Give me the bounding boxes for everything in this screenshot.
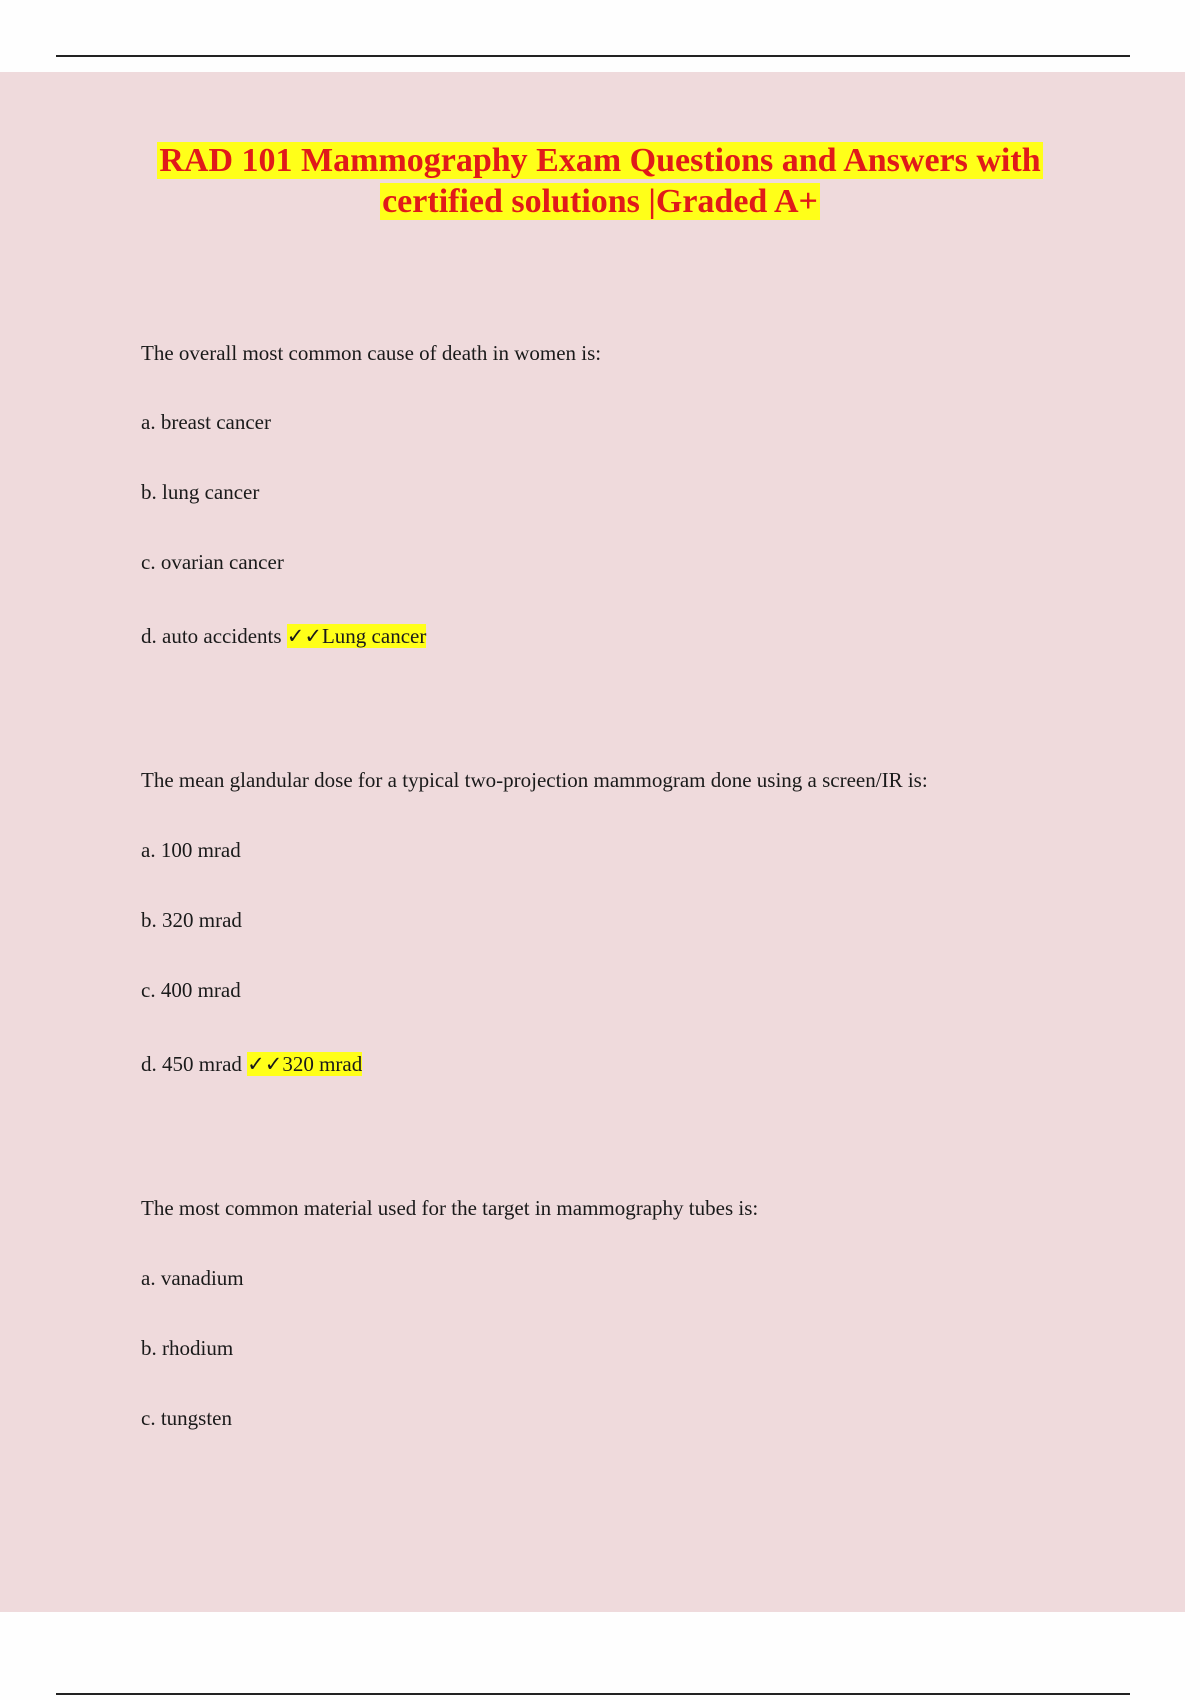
- question-2-answer: ✓✓320 mrad: [247, 1052, 363, 1076]
- question-1-option-c: c. ovarian cancer: [141, 550, 284, 574]
- question-2-option-a: a. 100 mrad: [141, 838, 241, 862]
- question-1-option-a: a. breast cancer: [141, 410, 271, 434]
- question-1-option-d: [141, 623, 426, 649]
- question-2-prompt: The mean glandular dose for a typical two-projection mammogram done using a screen/IR is:: [141, 768, 928, 792]
- question-3-option-b: b. rhodium: [141, 1336, 234, 1360]
- header-rule: [56, 55, 1130, 57]
- footer-rule: [56, 1693, 1130, 1695]
- title-line-1: RAD 101 Mammography Exam Questions and Answers with: [159, 142, 1041, 179]
- question-3-option-a: a. vanadium: [141, 1266, 244, 1290]
- question-1-prompt: The overall most common cause of death in women is:: [141, 341, 602, 365]
- question-3-option-c: c. tungsten: [141, 1406, 232, 1430]
- document-title: [130, 140, 1070, 222]
- question-2-option-b: b. 320 mrad: [141, 908, 242, 932]
- question-2-option-d: [141, 1051, 362, 1077]
- question-2-option-d-text: d. 450 mrad: [141, 1052, 242, 1076]
- question-1-answer: ✓✓Lung cancer: [286, 624, 427, 648]
- question-2-option-c: c. 400 mrad: [141, 978, 241, 1002]
- question-1-option-d-text: d. auto accidents: [141, 624, 282, 648]
- question-3-prompt: The most common material used for the target in mammography tubes is:: [141, 1196, 759, 1220]
- title-line-2: certified solutions |Graded A+: [382, 183, 818, 220]
- question-1-option-b: b. lung cancer: [141, 480, 260, 504]
